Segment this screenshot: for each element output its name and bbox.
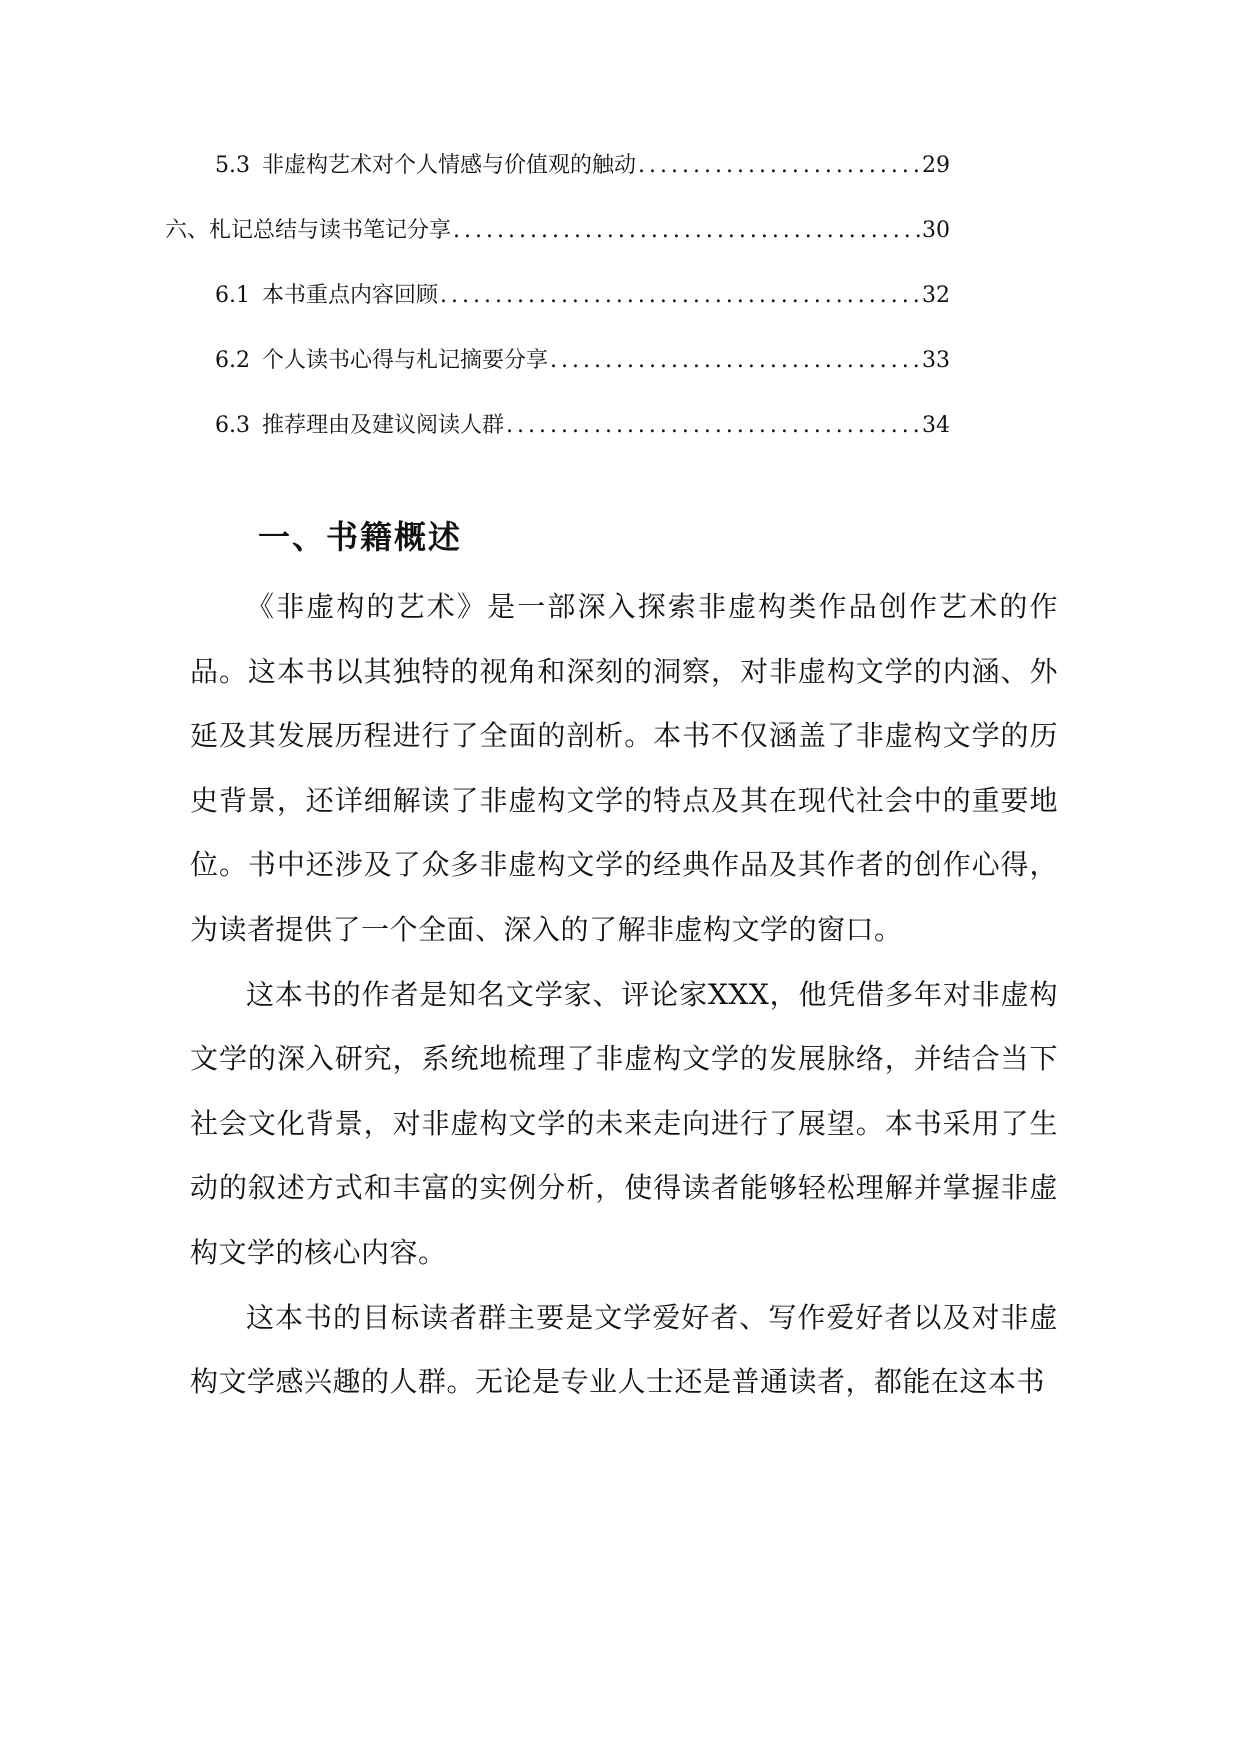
toc-entry-page: 33	[922, 348, 950, 373]
chapter-body	[190, 575, 1058, 1415]
toc-entry-page: 29	[922, 153, 950, 178]
toc-entry-number: 6.3	[215, 413, 250, 438]
toc-entry-number: 5.3	[215, 153, 250, 178]
toc-entry-text: 六、札记总结与读书笔记分享	[165, 218, 452, 243]
toc-entry-number: 6.2	[215, 348, 250, 373]
toc-leader-dots	[506, 410, 920, 442]
toc-entry[interactable]	[190, 345, 950, 410]
toc-entry-text: 非虚构艺术对个人情感与价值观的触动	[262, 153, 637, 178]
toc-entry-text: 个人读书心得与札记摘要分享	[262, 348, 549, 373]
toc-entry[interactable]	[190, 280, 950, 345]
toc-entry-number: 6.1	[215, 283, 250, 308]
toc-entry[interactable]	[190, 150, 950, 215]
body-paragraph: 《非虚构的艺术》是一部深入探索非虚构类作品创作艺术的作品。这本书以其独特的视角和深刻的洞察，对非虚构文学的内涵、外延及其发展历程进行了全面的剖析。本书不仅涵盖了非虚构文学的历史背景，还详细解读了非虚构文学的特点及其在现代社会中的重要地位。书中还涉及了众多非虚构文学的经典作品及其作者的创作心得，为读者提供了一个全面、深入的了解非虚构文学的窗口。	[190, 590, 1058, 946]
toc-entry-page: 34	[922, 413, 950, 438]
body-paragraph: 这本书的目标读者群主要是文学爱好者、写作爱好者以及对非虚构文学感兴趣的人群。无论是专业人士还是普通读者，都能在这本书	[190, 1300, 1058, 1399]
toc-entry[interactable]	[190, 410, 950, 475]
toc-entry-text: 本书重点内容回顾	[262, 283, 439, 308]
toc-leader-dots	[638, 150, 920, 182]
table-of-contents	[165, 150, 950, 475]
body-paragraph: 这本书的作者是知名文学家、评论家XXX，他凭借多年对非虚构文学的深入研究，系统地梳理了非虚构文学的发展脉络，并结合当下社会文化背景，对非虚构文学的未来走向进行了展望。本书采用了生动的叙述方式和丰富的实例分析，使得读者能够轻松理解并掌握非虚构文学的核心内容。	[190, 977, 1058, 1269]
toc-leader-dots	[550, 345, 920, 377]
toc-entry-text: 推荐理由及建议阅读人群	[262, 413, 505, 438]
toc-leader-dots	[453, 215, 920, 247]
toc-entry[interactable]	[165, 215, 950, 280]
chapter-title: 一、书籍概述	[258, 518, 463, 556]
toc-entry-page: 30	[922, 218, 950, 243]
toc-leader-dots	[440, 280, 920, 312]
toc-entry-page: 32	[922, 283, 950, 308]
